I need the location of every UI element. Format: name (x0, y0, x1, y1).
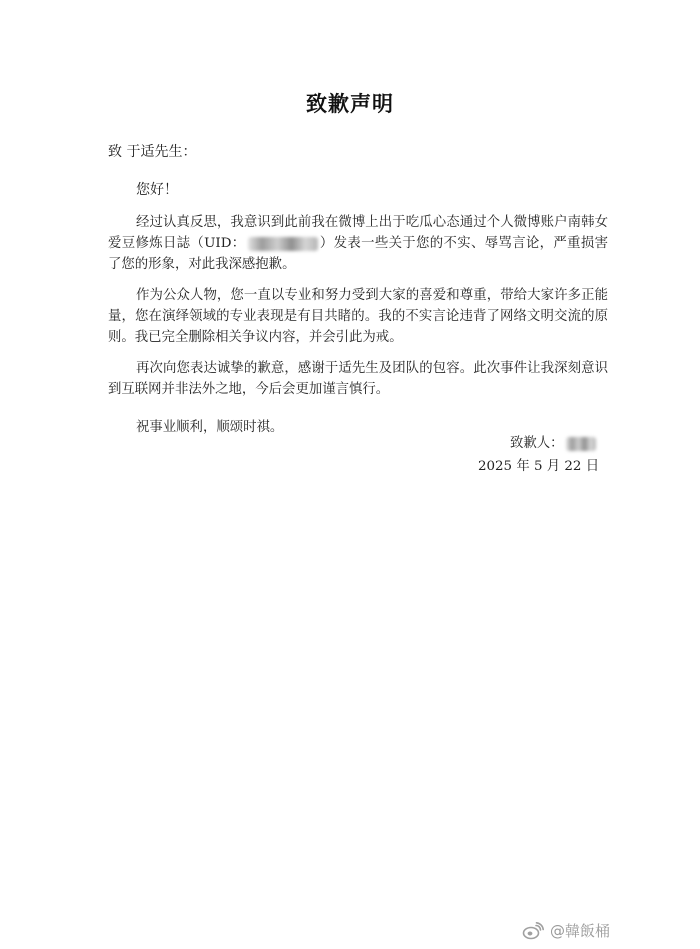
letter-date: 2025 年 5 月 22 日 (478, 459, 600, 474)
signature-label: 致歉人： (510, 436, 564, 451)
signature-line (510, 432, 596, 451)
redacted-signature-name (566, 437, 596, 451)
paragraph-1-text-after: ）发表一些关于您的不实、辱骂言论，严重损害了您的形象，对此我深感抱歉。 (108, 236, 608, 272)
redacted-uid (248, 237, 318, 251)
paragraph-3: 再次向您表达诚挚的歉意，感谢于适先生及团队的包容。此次事件让我深刻意识到互联网并非法外之地，今后会更加谨言慎行。 (108, 361, 608, 397)
paragraph-1 (108, 212, 608, 275)
paragraph-1-text-before: 经过认真反思，我意识到此前我在微博上出于吃瓜心态通过个人微博账户南韩女爱豆修炼日誌（UID： (108, 215, 608, 251)
greeting: 您好！ (136, 182, 178, 198)
weibo-watermark (522, 920, 610, 941)
salutation: 致 于适先生： (108, 144, 197, 160)
document-title: 致歉声明 (306, 92, 394, 116)
paragraph-2: 作为公众人物，您一直以专业和努力受到大家的喜爱和尊重，带给大家许多正能量，您在演绎领域的专业表现是有目共睹的。我的不实言论违背了网络文明交流的原则。我已完全删除相关争议内容，并会引此为戒。 (108, 288, 608, 345)
weibo-icon (522, 922, 544, 940)
closing-line: 祝事业顺利，顺颂时祺。 (136, 420, 284, 435)
watermark-handle: @韓飯桶 (550, 922, 611, 940)
